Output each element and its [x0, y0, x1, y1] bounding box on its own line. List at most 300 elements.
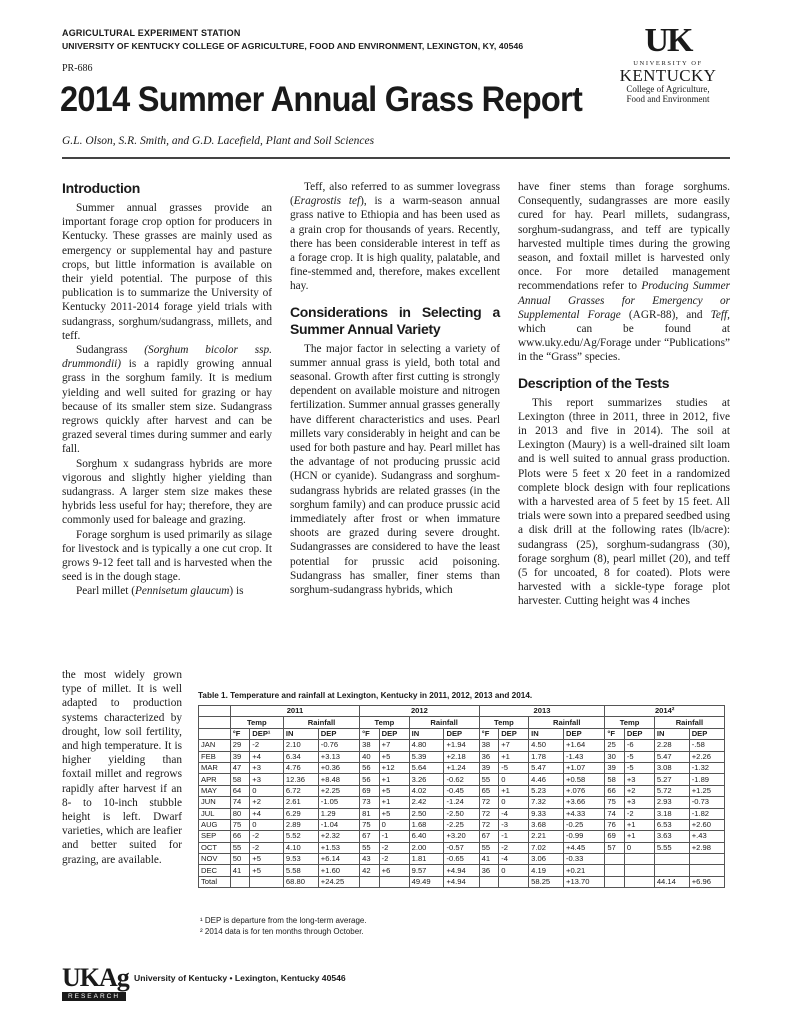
table-group-row — [199, 717, 725, 728]
table-cell: -1 — [379, 831, 409, 842]
table-cell: +0.58 — [564, 774, 605, 785]
unit-header: DEP — [318, 728, 359, 739]
row-label: DEC — [199, 865, 231, 876]
table-row — [199, 831, 725, 842]
table-year-row — [199, 706, 725, 717]
column-1 — [62, 180, 272, 599]
group-header: Rainfall — [409, 717, 479, 728]
table-cell — [605, 876, 625, 887]
table-cell: +2 — [250, 797, 284, 808]
table-cell: 76 — [605, 819, 625, 830]
table-cell: 44.14 — [654, 876, 689, 887]
table-cell — [479, 876, 499, 887]
table-cell: +24.25 — [318, 876, 359, 887]
table-cell: 36 — [479, 865, 499, 876]
table-cell: +3.66 — [564, 797, 605, 808]
table-cell: 39 — [230, 751, 250, 762]
table-cell: +2 — [624, 785, 654, 796]
table-cell: +4.45 — [564, 842, 605, 853]
table-cell: -2 — [499, 842, 529, 853]
table-cell: -2 — [250, 831, 284, 842]
table-cell: 58 — [230, 774, 250, 785]
table-cell: -1.05 — [318, 797, 359, 808]
table-cell: -5 — [624, 751, 654, 762]
table-cell: 5.27 — [654, 774, 689, 785]
table-cell: 7.02 — [529, 842, 564, 853]
table-cell: 57 — [605, 842, 625, 853]
table-cell: 75 — [605, 797, 625, 808]
unit-header: IN — [409, 728, 444, 739]
table-cell: 5.72 — [654, 785, 689, 796]
table-cell: +3 — [250, 762, 284, 773]
table-cell: -4 — [499, 808, 529, 819]
table-unit-row — [199, 728, 725, 739]
row-label: APR — [199, 774, 231, 785]
uk-logo-line4: Food and Environment — [626, 94, 710, 104]
table-cell: 2.50 — [409, 808, 444, 819]
row-label: MAY — [199, 785, 231, 796]
table-cell: 3.06 — [529, 854, 564, 865]
publication-number: PR-686 — [62, 63, 93, 74]
table-cell: -3 — [499, 819, 529, 830]
table-cell: +2.32 — [318, 831, 359, 842]
college-name: UNIVERSITY OF KENTUCKY COLLEGE OF AGRICULTURE, FOOD AND ENVIRONMENT, LEXINGTON, KY, 40546 — [62, 41, 524, 51]
table-cell: 67 — [360, 831, 380, 842]
table-cell: -0.65 — [444, 854, 479, 865]
table-cell: 66 — [605, 785, 625, 796]
table-cell: 68.80 — [283, 876, 318, 887]
table-cell: +1 — [624, 819, 654, 830]
table-cell: 2.28 — [654, 740, 689, 751]
table-row — [199, 797, 725, 808]
table-cell: +5 — [250, 854, 284, 865]
table-cell — [689, 854, 724, 865]
row-label: AUG — [199, 819, 231, 830]
table-cell: 2.89 — [283, 819, 318, 830]
table-cell: +6.96 — [689, 876, 724, 887]
unit-header: DEP — [444, 728, 479, 739]
table-cell: 5.23 — [529, 785, 564, 796]
table-corner — [199, 706, 231, 717]
table-cell: -0.57 — [444, 842, 479, 853]
table-cell: 4.46 — [529, 774, 564, 785]
table-cell: 3.26 — [409, 774, 444, 785]
table-cell: 9.57 — [409, 865, 444, 876]
introduction-heading: Introduction — [62, 180, 141, 196]
table-cell: 6.29 — [283, 808, 318, 819]
table-cell: 72 — [479, 808, 499, 819]
table-cell: -0.62 — [444, 774, 479, 785]
table-cell: 5.47 — [654, 751, 689, 762]
row-label: JAN — [199, 740, 231, 751]
table-row — [199, 854, 725, 865]
table-cell — [605, 865, 625, 876]
continued-paragraph: have finer stems than forage sorghums. Consequently, sudangrasses are more easily cured for hay. Pearl millets, sudangrass, sorghum-sudangrass, and teff are typically harvested multiple times during the growing season, and foxtail millet is harvested only once. For more detailed management recommendations refer to Producing Summer Annual Grasses for Emergency or Supplemental Forage (AGR-88), and Teff, which can be found at www.uky.edu/Ag/Forage under “Publications” in the “Grass” species. — [518, 181, 730, 364]
table-cell: 49.49 — [409, 876, 444, 887]
row-label: Total — [199, 876, 231, 887]
table-cell: +0.36 — [318, 762, 359, 773]
description-heading: Description of the Tests — [518, 374, 670, 391]
table-cell: 55 — [479, 842, 499, 853]
table-cell: -2 — [379, 854, 409, 865]
table-cell: 5.39 — [409, 751, 444, 762]
table-cell: 9.53 — [283, 854, 318, 865]
table-cell: +0.21 — [564, 865, 605, 876]
table-cell: 55 — [360, 842, 380, 853]
table-cell: -0.76 — [318, 740, 359, 751]
table-cell: -4 — [499, 854, 529, 865]
year-header: 2014² — [605, 706, 725, 717]
table-cell: -2 — [250, 842, 284, 853]
table-cell: 0 — [250, 785, 284, 796]
table-cell — [499, 876, 529, 887]
uk-logo-mark: UK — [644, 22, 692, 59]
table-cell: 41 — [479, 854, 499, 865]
table-cell: -0.33 — [564, 854, 605, 865]
table-cell: 50 — [230, 854, 250, 865]
year-header: 2012 — [360, 706, 480, 717]
table-cell: 38 — [360, 740, 380, 751]
unit-header: DEP¹ — [250, 728, 284, 739]
table-cell: 56 — [360, 762, 380, 773]
table-cell: 1.29 — [318, 808, 359, 819]
table-cell: 5.55 — [654, 842, 689, 853]
table-cell: +4.94 — [444, 865, 479, 876]
table-cell: 0 — [379, 819, 409, 830]
unit-header: DEP — [624, 728, 654, 739]
row-label: OCT — [199, 842, 231, 853]
table-cell: 2.42 — [409, 797, 444, 808]
table-cell — [379, 876, 409, 887]
table-cell: 39 — [479, 762, 499, 773]
table-cell: -2 — [379, 842, 409, 853]
table-cell: -6 — [624, 740, 654, 751]
table-footnote-1: ¹ DEP is departure from the long-term average. — [200, 916, 367, 925]
table-cell: +4.94 — [444, 876, 479, 887]
authors: G.L. Olson, S.R. Smith, and G.D. Lacefield, Plant and Soil Sciences — [62, 135, 375, 147]
table-cell: 0 — [499, 774, 529, 785]
unit-header: IN — [654, 728, 689, 739]
table-cell: 40 — [360, 751, 380, 762]
uk-logo-line2: KENTUCKY — [619, 66, 717, 85]
table-cell: 29 — [230, 740, 250, 751]
table-cell: -0.25 — [564, 819, 605, 830]
table-cell — [624, 865, 654, 876]
table-row — [199, 740, 725, 751]
table-cell: 38 — [479, 740, 499, 751]
table-cell: -1.24 — [444, 797, 479, 808]
table-cell: -2.25 — [444, 819, 479, 830]
table-row — [199, 751, 725, 762]
table-cell: 4.19 — [529, 865, 564, 876]
table-cell: +7 — [379, 740, 409, 751]
considerations-heading: Considerations in Selecting a Summer Annual Variety — [290, 303, 500, 337]
hybrids-paragraph: Sorghum x sudangrass hybrids are more vigorous and slightly higher yielding than sudangrass. A larger stem size makes these hybrids less useful for hay; therefore, they are commonly used for baleage and grazing. — [62, 457, 272, 527]
table-cell: 4.02 — [409, 785, 444, 796]
table-cell: +4 — [250, 808, 284, 819]
group-header: Temp — [230, 717, 283, 728]
group-header: Temp — [360, 717, 409, 728]
table-cell: 2.00 — [409, 842, 444, 853]
ukag-research-logo — [62, 965, 129, 1001]
table-cell: +6.14 — [318, 854, 359, 865]
table-cell: +1 — [379, 797, 409, 808]
table-cell: 64 — [230, 785, 250, 796]
table-cell: 81 — [360, 808, 380, 819]
table-cell: 58.25 — [529, 876, 564, 887]
station-name: AGRICULTURAL EXPERIMENT STATION — [62, 28, 241, 38]
table-cell: 58 — [605, 774, 625, 785]
table-cell: 4.50 — [529, 740, 564, 751]
table-cell: 41 — [230, 865, 250, 876]
table-cell: 69 — [605, 831, 625, 842]
table-cell: 73 — [360, 797, 380, 808]
unit-header: IN — [283, 728, 318, 739]
table-cell: 42 — [360, 865, 380, 876]
unit-header: °F — [360, 728, 380, 739]
table-cell: +1.53 — [318, 842, 359, 853]
table-cell: 2.61 — [283, 797, 318, 808]
table-cell: +3.13 — [318, 751, 359, 762]
table-cell: 80 — [230, 808, 250, 819]
table-cell: 36 — [479, 751, 499, 762]
unit-header: °F — [479, 728, 499, 739]
table-cell: 12.36 — [283, 774, 318, 785]
considerations-paragraph: The major factor in selecting a variety of summer annual grass is yield, both total and seasonal. Growth after first cutting is strongly dependent on available moisture and nitrogen fertilization. Summer annual grasses generally have different characteristics and uses. Pearl millets vary considerably in height and can be used for both pasture and hay. Pearl millet has the advantage of not producing prussic acid (HCN or cyanide). Sudangrass and sorghum-sudangrass hybrids are related grasses (in the sorghum family) and can produce prussic acid immediately after frost or when immature shoots are grazed during severe drought. Sudangrasses are considered to have the least potential for prussic acid poisoning. Sudangrass has smaller, finer stems than sorghum-sudangrass hybrids, which — [290, 342, 500, 597]
table-cell: -0.99 — [564, 831, 605, 842]
table-row — [199, 842, 725, 853]
table-footnote-2: ² 2014 data is for ten months through October. — [200, 927, 364, 936]
table-cell: +4 — [250, 751, 284, 762]
teff-paragraph: Teff, also referred to as summer lovegrass (Eragrostis tef), is a warm-season annual grass native to Ethiopia and has been used as a grain crop for thousands of years. Recently, there has been considerable interest in teff as a forage crop. It is high quality, palatable, and fine-stemmed and, therefore, makes excellent hay. — [290, 181, 500, 293]
unit-header: DEP — [689, 728, 724, 739]
table-cell: 1.68 — [409, 819, 444, 830]
table-cell — [654, 865, 689, 876]
table-cell: 55 — [479, 774, 499, 785]
table-cell: 0 — [250, 819, 284, 830]
table-cell: 67 — [479, 831, 499, 842]
table-cell: 2.93 — [654, 797, 689, 808]
table-cell: +8.48 — [318, 774, 359, 785]
table-cell: -5 — [624, 762, 654, 773]
unit-header: IN — [529, 728, 564, 739]
table-cell: +1 — [624, 831, 654, 842]
table-cell: -5 — [499, 762, 529, 773]
table-cell: +2.25 — [318, 785, 359, 796]
table-cell: +1.60 — [318, 865, 359, 876]
table-row — [199, 774, 725, 785]
table-cell — [230, 876, 250, 887]
table-cell: +4.33 — [564, 808, 605, 819]
table-cell: +3 — [624, 774, 654, 785]
table-cell: +1.24 — [444, 762, 479, 773]
table-cell: -1 — [499, 831, 529, 842]
group-header: Rainfall — [529, 717, 605, 728]
table-cell: +2.26 — [689, 751, 724, 762]
group-header: Rainfall — [654, 717, 724, 728]
uk-logo-line3: College of Agriculture, — [626, 84, 710, 94]
table-cell: 74 — [230, 797, 250, 808]
table-corner — [199, 717, 231, 728]
table-cell — [360, 876, 380, 887]
table-cell: 7.32 — [529, 797, 564, 808]
forage-sorghum-paragraph: Forage sorghum is used primarily as silage for livestock and is typically a one cut crop. It grows 9-12 feet tall and is harvested when the seed is in the dough stage. — [62, 528, 272, 584]
page-title: 2014 Summer Annual Grass Report — [60, 80, 583, 119]
pearl-millet-paragraph: Pearl millet (Pennisetum glaucum) is — [76, 585, 244, 598]
unit-header: DEP — [564, 728, 605, 739]
table-cell: -2.50 — [444, 808, 479, 819]
row-label: SEP — [199, 831, 231, 842]
table-cell: 3.18 — [654, 808, 689, 819]
row-label: NOV — [199, 854, 231, 865]
table-cell: 4.80 — [409, 740, 444, 751]
table-cell: -1.89 — [689, 774, 724, 785]
table-cell: 72 — [479, 819, 499, 830]
ukag-logo-mark: UKAg — [62, 963, 129, 992]
table-cell: -0.73 — [689, 797, 724, 808]
table-cell: +1 — [499, 751, 529, 762]
table-row — [199, 865, 725, 876]
unit-header: DEP — [379, 728, 409, 739]
table-cell: 5.47 — [529, 762, 564, 773]
table-cell: 4.10 — [283, 842, 318, 853]
table-cell: 4.76 — [283, 762, 318, 773]
table-row — [199, 876, 725, 887]
table-row — [199, 808, 725, 819]
ukag-logo-bar: RESEARCH — [62, 992, 126, 1001]
table-cell: +13.70 — [564, 876, 605, 887]
table-cell: 2.10 — [283, 740, 318, 751]
table-cell: 3.63 — [654, 831, 689, 842]
table-cell: +6 — [379, 865, 409, 876]
table-cell: 65 — [479, 785, 499, 796]
table-cell: +2.98 — [689, 842, 724, 853]
unit-header: °F — [230, 728, 250, 739]
weather-table — [198, 705, 725, 888]
uk-logo-line1: UNIVERSITY OF — [633, 60, 703, 67]
table-row — [199, 785, 725, 796]
table-cell: 6.72 — [283, 785, 318, 796]
table-cell: -1.82 — [689, 808, 724, 819]
table-cell: +1 — [379, 774, 409, 785]
column-2 — [290, 180, 500, 597]
table-cell — [654, 854, 689, 865]
table-cell — [624, 876, 654, 887]
table-cell: 6.53 — [654, 819, 689, 830]
table-cell: 74 — [605, 808, 625, 819]
table-cell: -1.04 — [318, 819, 359, 830]
table-cell: +5 — [379, 785, 409, 796]
table-cell: 3.68 — [529, 819, 564, 830]
table-cell — [605, 854, 625, 865]
table-cell: -0.45 — [444, 785, 479, 796]
table-body — [199, 740, 725, 888]
footer-address: University of Kentucky • Lexington, Kentucky 40546 — [134, 973, 346, 983]
title-divider — [62, 157, 730, 159]
table-cell: 55 — [230, 842, 250, 853]
table-row — [199, 819, 725, 830]
uk-logo — [604, 24, 732, 104]
table-cell: +1.94 — [444, 740, 479, 751]
table-cell: 39 — [605, 762, 625, 773]
table-cell: 5.52 — [283, 831, 318, 842]
table-cell: +3 — [624, 797, 654, 808]
table-cell: 72 — [479, 797, 499, 808]
table-cell: 2.21 — [529, 831, 564, 842]
sudangrass-paragraph: Sudangrass (Sorghum bicolor ssp. drummondii) is a rapidly growing annual grass in the sorghum family. It is medium yielding and well suited for grazing or hay because of its smaller stem size. Sudangrass regrows quickly after harvest and can be grazed several times during summer and early fall. — [62, 344, 272, 456]
table-cell: +.076 — [564, 785, 605, 796]
unit-header: DEP — [499, 728, 529, 739]
table-cell: -1.32 — [689, 762, 724, 773]
table-cell: 0 — [499, 797, 529, 808]
table-cell: +1.64 — [564, 740, 605, 751]
table-cell: -.58 — [689, 740, 724, 751]
group-header: Temp — [605, 717, 654, 728]
row-label: FEB — [199, 751, 231, 762]
table-cell: +3.20 — [444, 831, 479, 842]
table-cell: +5 — [250, 865, 284, 876]
table-cell: 1.78 — [529, 751, 564, 762]
table-cell: 56 — [360, 774, 380, 785]
table-cell: 25 — [605, 740, 625, 751]
row-label: JUL — [199, 808, 231, 819]
table-cell: 5.58 — [283, 865, 318, 876]
table-cell: 75 — [360, 819, 380, 830]
table-cell: 66 — [230, 831, 250, 842]
table-cell: +5 — [379, 808, 409, 819]
table-cell: 0 — [624, 842, 654, 853]
group-header: Rainfall — [283, 717, 359, 728]
unit-header: °F — [605, 728, 625, 739]
pearl-millet-continued: the most widely grown type of millet. It is well adapted to production systems characterized by drought, low soil fertility, and high temperature. It is higher yielding than foxtail millet and regrows rapidly after harvest if an 8- to 10-inch stubble height is left. Dwarf varieties, which are leafier and better suited for grazing, are available. — [62, 669, 182, 866]
table-cell: 0 — [499, 865, 529, 876]
table-cell: +7 — [499, 740, 529, 751]
table-cell: -1.43 — [564, 751, 605, 762]
description-paragraph: This report summarizes studies at Lexington (three in 2011, three in 2012, five in 2013 and five in 2014). The soil at Lexington (Maury) is a well-drained silt loam and is well suited to annual grass production. Plots were 5 feet x 20 feet in a randomized complete block design with four replications with a harvested area of 5 feet by 15 feet. All trials were sown into a prepared seedbed using a disk drill at the following rates (lb/acre): sudangrass (25), sorghum-sudangrass (30), forage sorghum (8), pearl millet (20), and teff (5 for uncoated, 8 for coated). Plots were harvested with a sickle-type forage plot harvester. Cutting height was 4 inches — [518, 396, 730, 608]
table-cell: 43 — [360, 854, 380, 865]
table-cell — [624, 854, 654, 865]
table-cell: 69 — [360, 785, 380, 796]
table-cell: +1.25 — [689, 785, 724, 796]
year-header: 2013 — [479, 706, 605, 717]
table-cell: +.43 — [689, 831, 724, 842]
table-corner — [199, 728, 231, 739]
table-title: Table 1. Temperature and rainfall at Lexington, Kentucky in 2011, 2012, 2013 and 2014. — [198, 691, 533, 700]
table-cell: 47 — [230, 762, 250, 773]
table-cell: +3 — [250, 774, 284, 785]
table-cell: 1.81 — [409, 854, 444, 865]
table-cell: 6.40 — [409, 831, 444, 842]
table-cell: 9.33 — [529, 808, 564, 819]
table-cell — [250, 876, 284, 887]
table-cell — [689, 865, 724, 876]
table-cell: +5 — [379, 751, 409, 762]
table-cell: 30 — [605, 751, 625, 762]
table-cell: -2 — [250, 740, 284, 751]
group-header: Temp — [479, 717, 528, 728]
row-label: MAR — [199, 762, 231, 773]
table-cell: 75 — [230, 819, 250, 830]
table-cell: 3.08 — [654, 762, 689, 773]
table-cell: 5.64 — [409, 762, 444, 773]
table-cell: -2 — [624, 808, 654, 819]
table-cell: +2.60 — [689, 819, 724, 830]
intro-paragraph: Summer annual grasses provide an important forage crop option for producers in Kentucky. These grasses are mainly used as emergency or supplemental hay and pasture crops, but little information is available on their yield potential. The purpose of this publication is to summarize the University of Kentucky 2011-2014 forage yield trials with sudangrass, sorghum/sudangrass, millets, and teff. — [62, 202, 272, 342]
column-3 — [518, 180, 730, 609]
row-label: JUN — [199, 797, 231, 808]
table-cell: +1.07 — [564, 762, 605, 773]
table-row — [199, 762, 725, 773]
